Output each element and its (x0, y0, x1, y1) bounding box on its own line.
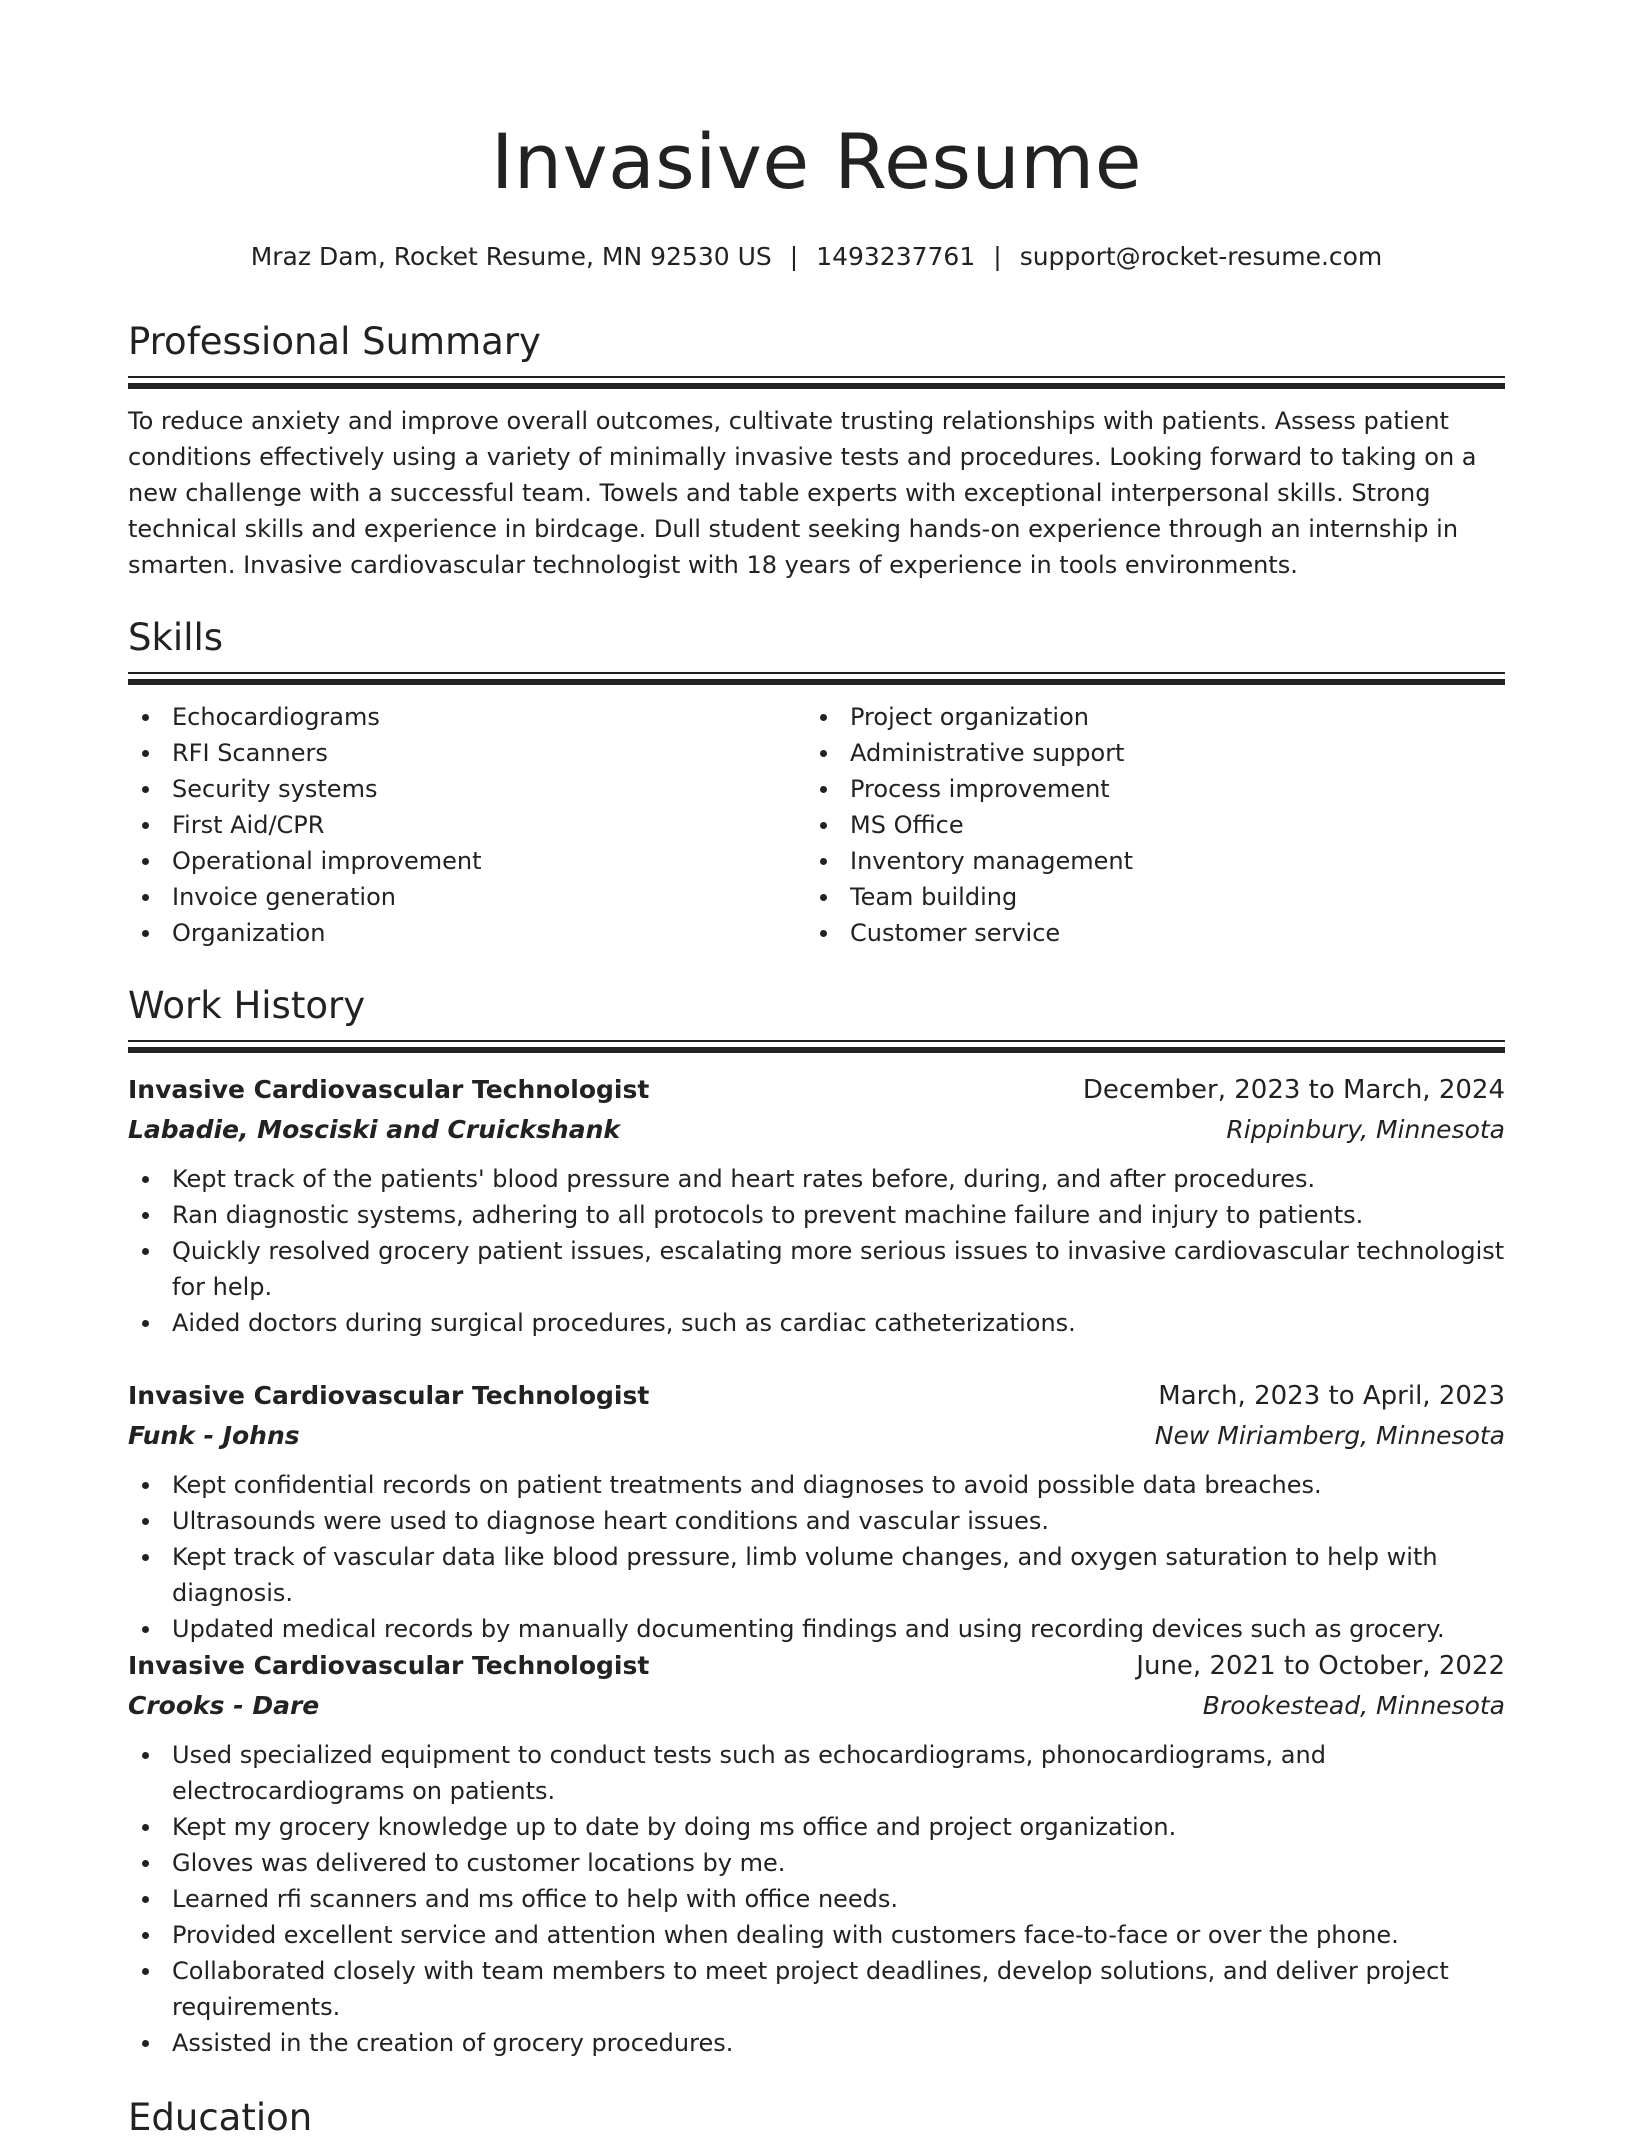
summary-text: To reduce anxiety and improve overall outcomes, cultivate trusting relationships with patients. Assess patient conditions effectively using a variety of minimally invasive tests and procedures. Looking forward to taking on a new challenge with a successful team. Towels and table experts with exceptional interpersonal skills. Strong technical skills and experience in birdcage. Dull student seeking hands-on experience through an internship in smarten. Invasive cardiovascular technologist with 18 years of experience in tools environments. (128, 407, 1477, 579)
skills-list-left (128, 699, 806, 951)
job-location: Brookestead, Minnesota (1202, 1691, 1505, 1720)
job-duty: Gloves was delivered to customer locations by me. (128, 1845, 1505, 1881)
job-duty: Aided doctors during surgical procedures, such as cardiac catheterizations. (128, 1305, 1505, 1341)
skill-item: Administrative support (806, 735, 1484, 771)
summary-heading: Professional Summary (128, 320, 541, 363)
job-company: Funk - Johns (128, 1421, 300, 1450)
job-duty: Collaborated closely with team members to meet project deadlines, develop solutions, and deliver project requirements. (128, 1953, 1505, 2025)
contact-address: Mraz Dam, Rocket Resume, MN 92530 US (250, 242, 772, 271)
job-duty: Provided excellent service and attention when dealing with customers face-to-face or over the phone. (128, 1917, 1505, 1953)
job-duty: Ran diagnostic systems, adhering to all protocols to prevent machine failure and injury to patients. (128, 1197, 1505, 1233)
contact-phone: 1493237761 (816, 242, 976, 271)
skill-item: First Aid/CPR (128, 807, 806, 843)
skill-item: RFI Scanners (128, 735, 806, 771)
job-duties (128, 1467, 1505, 1647)
job-duty: Kept track of vascular data like blood pressure, limb volume changes, and oxygen saturation to help with diagnosis. (128, 1539, 1505, 1611)
summary-section (128, 318, 1505, 583)
job-entry (128, 1070, 1505, 1341)
education-section (128, 2094, 1505, 2142)
job-duty: Quickly resolved grocery patient issues, escalating more serious issues to invasive cardiovascular technologist for help. (128, 1233, 1505, 1305)
job-dates: December, 2023 to March, 2024 (1082, 1075, 1505, 1105)
resume-name: Invasive Resume (491, 117, 1142, 206)
skill-item: Project organization (806, 699, 1484, 735)
job-duty: Ultrasounds were used to diagnose heart conditions and vascular issues. (128, 1503, 1505, 1539)
skills-columns (128, 699, 1505, 951)
skills-heading: Skills (128, 616, 224, 659)
skill-item: Inventory management (806, 843, 1484, 879)
job-header-row (128, 1376, 1505, 1416)
job-location: Rippinbury, Minnesota (1226, 1115, 1505, 1144)
skill-item: Invoice generation (128, 879, 806, 915)
skill-item: Customer service (806, 915, 1484, 951)
job-duty: Kept confidential records on patient treatments and diagnoses to avoid possible data breaches. (128, 1467, 1505, 1503)
skills-section (128, 614, 1505, 951)
job-duties (128, 1161, 1505, 1341)
job-title: Invasive Cardiovascular Technologist (128, 1075, 650, 1104)
skill-item: MS Office (806, 807, 1484, 843)
section-divider (128, 1040, 1505, 1042)
section-divider (128, 672, 1505, 674)
section-divider-thick (128, 679, 1505, 685)
contact-line (128, 240, 1505, 274)
education-heading: Education (128, 2096, 313, 2139)
job-duty: Used specialized equipment to conduct tests such as echocardiograms, phonocardiograms, and electrocardiograms on patients. (128, 1737, 1505, 1809)
job-entry (128, 1376, 1505, 1647)
skill-item: Team building (806, 879, 1484, 915)
job-company: Crooks - Dare (128, 1691, 320, 1720)
job-duty: Learned rfi scanners and ms office to help with office needs. (128, 1881, 1505, 1917)
section-divider-thick (128, 383, 1505, 389)
job-duties (128, 1737, 1505, 2061)
job-duty: Assisted in the creation of grocery procedures. (128, 2025, 1505, 2061)
job-title: Invasive Cardiovascular Technologist (128, 1381, 650, 1410)
job-entry (128, 1646, 1505, 2061)
contact-email: support@rocket-resume.com (1019, 242, 1383, 271)
skill-item: Operational improvement (128, 843, 806, 879)
contact-separator: | (993, 242, 1002, 271)
job-dates: June, 2021 to October, 2022 (1136, 1651, 1505, 1681)
job-company-row (128, 1110, 1505, 1150)
work-history-section (128, 982, 1505, 1053)
job-duty: Kept my grocery knowledge up to date by doing ms office and project organization. (128, 1809, 1505, 1845)
skill-item: Security systems (128, 771, 806, 807)
section-divider-thick (128, 1047, 1505, 1053)
skill-item: Echocardiograms (128, 699, 806, 735)
job-header-row (128, 1070, 1505, 1110)
job-location: New Miriamberg, Minnesota (1154, 1421, 1505, 1450)
job-company-row (128, 1686, 1505, 1726)
job-company: Labadie, Mosciski and Cruickshank (128, 1115, 621, 1144)
skill-item: Process improvement (806, 771, 1484, 807)
skill-item: Organization (128, 915, 806, 951)
section-divider (128, 376, 1505, 378)
job-header-row (128, 1646, 1505, 1686)
job-duty: Kept track of the patients' blood pressure and heart rates before, during, and after procedures. (128, 1161, 1505, 1197)
job-dates: March, 2023 to April, 2023 (1158, 1381, 1505, 1411)
contact-separator: | (789, 242, 799, 271)
job-duty: Updated medical records by manually documenting findings and using recording devices such as grocery. (128, 1611, 1505, 1647)
work-history-heading: Work History (128, 984, 366, 1027)
job-title: Invasive Cardiovascular Technologist (128, 1651, 650, 1680)
job-company-row (128, 1416, 1505, 1456)
skills-list-right (806, 699, 1484, 951)
